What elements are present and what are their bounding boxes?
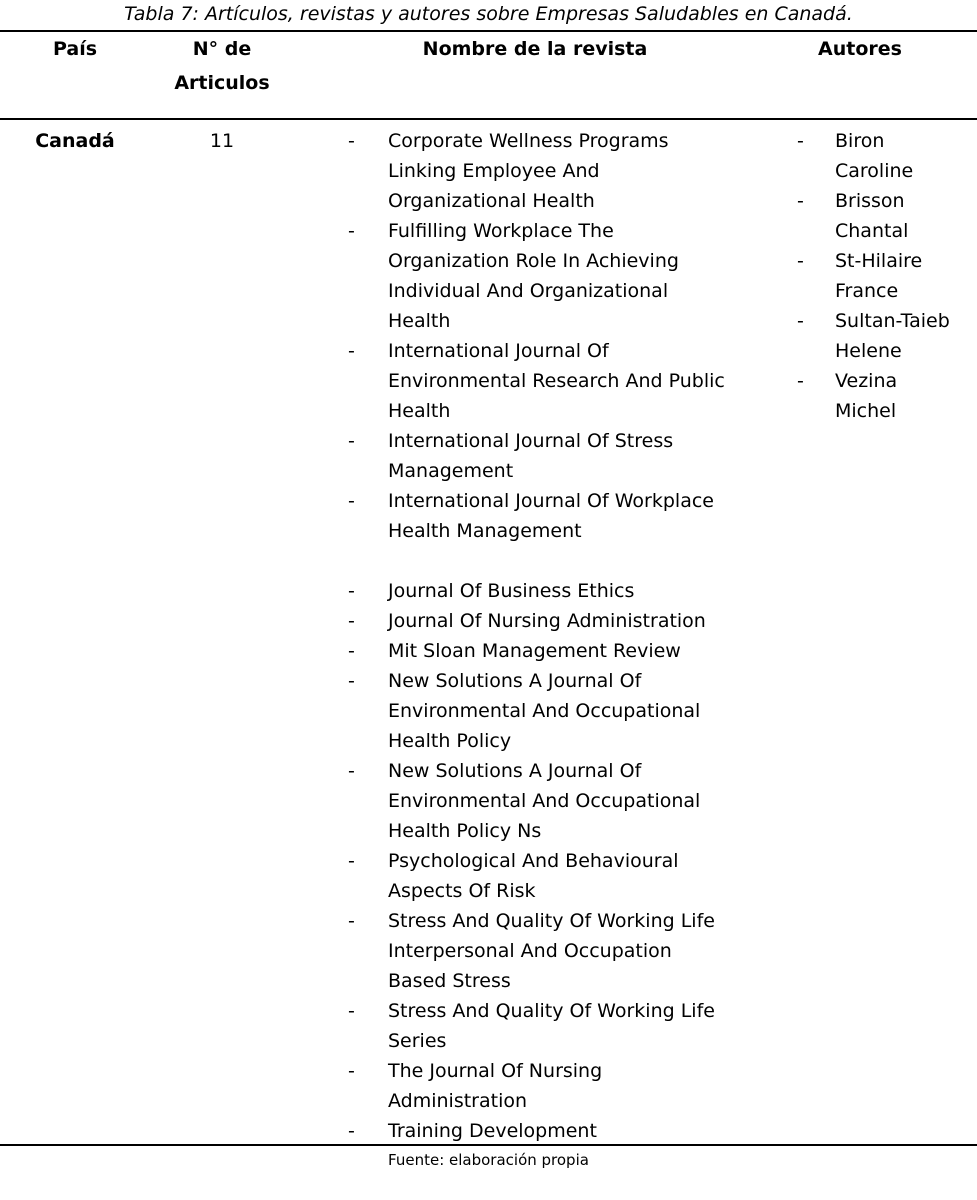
- journal-name: International Journal Of Workplace Health Management: [388, 490, 714, 542]
- list-dash: -: [797, 130, 804, 152]
- bottom-rule: [0, 1144, 977, 1146]
- list-dash: -: [348, 490, 355, 512]
- journal-list: [340, 126, 730, 1146]
- journal-item: [340, 666, 730, 756]
- list-dash: -: [348, 1000, 355, 1022]
- list-dash: -: [348, 580, 355, 602]
- list-dash: -: [348, 910, 355, 932]
- author-surname: Sultan-Taieb: [835, 310, 950, 332]
- author-item: [787, 186, 977, 246]
- journal-item: [340, 126, 730, 216]
- journal-name: Mit Sloan Management Review: [388, 640, 681, 662]
- list-dash: -: [348, 760, 355, 782]
- list-dash: -: [348, 220, 355, 242]
- list-dash: -: [348, 1060, 355, 1082]
- journal-item: [340, 606, 730, 636]
- header-num-articles-line2: Articulos: [174, 72, 270, 94]
- header-authors: Autores: [818, 38, 902, 60]
- journal-item: [340, 756, 730, 846]
- list-dash: -: [348, 340, 355, 362]
- list-dash: -: [348, 850, 355, 872]
- list-dash: -: [797, 310, 804, 332]
- author-list: [787, 126, 977, 426]
- author-surname: Vezina: [835, 370, 898, 392]
- author-given-name: Caroline: [835, 160, 914, 182]
- cell-num-articles: 11: [209, 130, 235, 152]
- author-given-name: Michel: [835, 400, 897, 422]
- list-dash: -: [348, 1120, 355, 1142]
- list-dash: -: [797, 190, 804, 212]
- author-item: [787, 126, 977, 186]
- list-dash: -: [348, 670, 355, 692]
- list-dash: -: [348, 430, 355, 452]
- author-surname: St-Hilaire: [835, 250, 923, 272]
- journal-name: International Journal Of Stress Management: [388, 430, 674, 482]
- header-rule: [0, 118, 977, 120]
- list-dash: -: [348, 610, 355, 632]
- author-surname: Biron: [835, 130, 885, 152]
- list-dash: -: [797, 250, 804, 272]
- journal-name: New Solutions A Journal Of Environmental And Occupational Health Policy: [388, 670, 701, 752]
- journal-item: [340, 636, 730, 666]
- journal-name: Stress And Quality Of Working Life Interpersonal And Occupation Based Stress: [388, 910, 715, 992]
- journal-item: [340, 336, 730, 426]
- journal-name: Training Development: [388, 1120, 597, 1142]
- journal-name: Psychological And Behavioural Aspects Of Risk: [388, 850, 679, 902]
- journal-name: Fulfilling Workplace The Organization Role In Achieving Individual And Organizational Health: [388, 220, 679, 332]
- list-dash: -: [348, 130, 355, 152]
- journal-item: [340, 576, 730, 606]
- author-item: [787, 306, 977, 366]
- journal-item: [340, 486, 730, 546]
- journal-item: [340, 426, 730, 486]
- journal-item: [340, 1116, 730, 1146]
- table-source: Fuente: elaboración propia: [388, 1151, 589, 1169]
- journal-item: [340, 996, 730, 1056]
- author-surname: Brisson: [835, 190, 905, 212]
- journal-item: [340, 216, 730, 336]
- author-given-name: Helene: [835, 340, 902, 362]
- cell-country: Canadá: [35, 130, 115, 152]
- journal-name: The Journal Of Nursing Administration: [388, 1060, 603, 1112]
- author-given-name: Chantal: [835, 220, 909, 242]
- list-dash: -: [797, 370, 804, 392]
- journal-name: Journal Of Nursing Administration: [388, 610, 706, 632]
- header-num-articles-line1: N° de: [192, 38, 252, 60]
- journal-name: Corporate Wellness Programs Linking Employee And Organizational Health: [388, 130, 669, 212]
- header-journal: Nombre de la revista: [422, 38, 648, 60]
- journal-name: Journal Of Business Ethics: [388, 580, 635, 602]
- header-country: País: [52, 38, 98, 60]
- author-item: [787, 366, 977, 426]
- journal-name: International Journal Of Environmental Research And Public Health: [388, 340, 725, 422]
- author-item: [787, 246, 977, 306]
- author-given-name: France: [835, 280, 899, 302]
- journal-item: [340, 906, 730, 996]
- journal-name: Stress And Quality Of Working Life Series: [388, 1000, 715, 1052]
- list-dash: -: [348, 640, 355, 662]
- journal-item: [340, 846, 730, 906]
- journal-item: [340, 1056, 730, 1116]
- table-caption: Tabla 7: Artículos, revistas y autores sobre Empresas Saludables en Canadá.: [124, 3, 853, 25]
- header-num-articles: [160, 32, 284, 100]
- journal-name: New Solutions A Journal Of Environmental And Occupational Health Policy Ns: [388, 760, 701, 842]
